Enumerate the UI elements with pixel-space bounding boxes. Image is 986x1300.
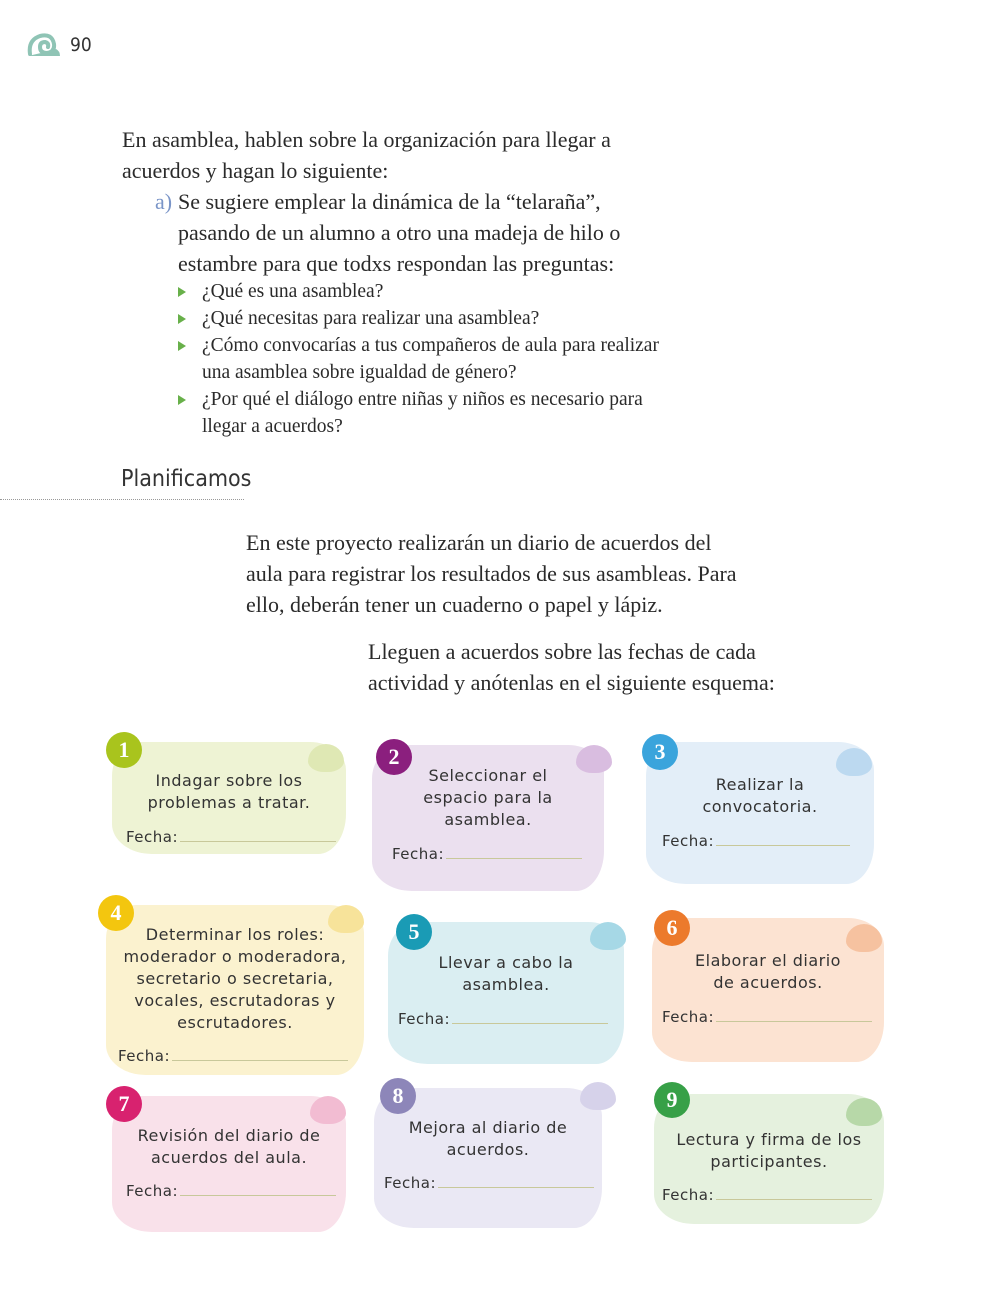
step-number-badge: 4	[98, 895, 134, 931]
activity-card-8	[374, 1083, 602, 1228]
bullet-arrow-icon	[178, 314, 186, 324]
activity-card-2	[372, 745, 604, 891]
intro-paragraph: En asamblea, hablen sobre la organización para llegar a acuerdos y hagan lo siguiente:	[122, 127, 611, 183]
blob-decoration	[580, 1082, 616, 1110]
step-number-badge: 1	[106, 732, 142, 768]
activity-text: Indagar sobre los problemas a tratar.	[147, 771, 311, 812]
list-item: ¿Qué necesitas para realizar una asamblea?	[176, 305, 676, 332]
bullet-arrow-icon	[178, 395, 186, 405]
activity-card-5	[388, 919, 624, 1064]
blob-decoration	[590, 922, 626, 950]
snail-icon	[26, 30, 62, 60]
step-number-badge: 2	[376, 739, 412, 775]
date-field[interactable]: Fecha:	[126, 1182, 336, 1200]
date-field[interactable]: Fecha:	[662, 1008, 872, 1026]
item-a-letter: a)	[155, 189, 173, 214]
blob-decoration	[310, 1096, 346, 1124]
blob-decoration	[846, 924, 882, 952]
date-field[interactable]: Fecha:	[118, 1047, 348, 1065]
list-item: ¿Qué es una asamblea?	[176, 278, 676, 305]
date-field[interactable]: Fecha:	[398, 1010, 608, 1028]
project-paragraph: En este proyecto realizarán un diario de acuerdos del aula para registrar los resultados de sus asambleas. Para ello, deberán tener un cuaderno o papel y lápiz.	[246, 530, 737, 617]
date-field[interactable]: Fecha:	[392, 845, 582, 863]
list-item: ¿Cómo convocarías a tus compañeros de aula para realizar una asamblea sobre igualdad de género?	[176, 332, 676, 386]
page-header	[26, 30, 92, 60]
blob-decoration	[836, 748, 872, 776]
step-number-badge: 5	[396, 914, 432, 950]
activity-text: Seleccionar el espacio para la asamblea.	[423, 766, 553, 829]
activity-card-4	[106, 900, 364, 1075]
section-divider	[0, 499, 244, 500]
activity-text: Mejora al diario de acuerdos.	[408, 1118, 568, 1159]
activity-text: Elaborar el diario de acuerdos.	[695, 951, 841, 992]
step-number-badge: 8	[380, 1078, 416, 1114]
activity-card-9	[654, 1087, 884, 1224]
bullet-arrow-icon	[178, 341, 186, 351]
blob-decoration	[308, 744, 344, 772]
activity-text: Determinar los roles: moderador o moderadora, secretario o secretaria, vocales, escrutadoras y escrutadores.	[123, 925, 347, 1032]
activity-text: Llevar a cabo la asamblea.	[438, 953, 574, 994]
step-number-badge: 7	[106, 1086, 142, 1122]
list-item: ¿Por qué el diálogo entre niñas y niños es necesario para llegar a acuerdos?	[176, 386, 676, 440]
activity-card-6	[652, 915, 884, 1062]
activity-text: Revisión del diario de acuerdos del aula.	[137, 1126, 321, 1167]
step-number-badge: 3	[642, 734, 678, 770]
step-number-badge: 6	[654, 910, 690, 946]
date-field[interactable]: Fecha:	[126, 828, 336, 846]
activity-card-7	[112, 1091, 346, 1232]
page-number: 90	[70, 34, 92, 56]
date-field[interactable]: Fecha:	[384, 1174, 594, 1192]
item-a-text: Se sugiere emplear la dinámica de la “telaraña”, pasando de un alumno a otro una madeja de hilo o estambre para que todxs respondan las preguntas:	[178, 189, 621, 276]
activity-text: Realizar la convocatoria.	[702, 775, 818, 816]
activity-card-3	[646, 739, 874, 884]
blob-decoration	[846, 1098, 882, 1126]
date-field[interactable]: Fecha:	[662, 832, 850, 850]
step-number-badge: 9	[654, 1082, 690, 1118]
section-title: Planificamos	[121, 466, 252, 492]
date-field[interactable]: Fecha:	[662, 1186, 872, 1204]
questions-list	[176, 278, 676, 440]
bullet-arrow-icon	[178, 287, 186, 297]
instructions-paragraph: Lleguen a acuerdos sobre las fechas de cada actividad y anótenlas en el siguiente esquema:	[368, 639, 775, 695]
activity-text: Lectura y firma de los participantes.	[676, 1130, 862, 1171]
activity-card-1	[112, 737, 346, 854]
